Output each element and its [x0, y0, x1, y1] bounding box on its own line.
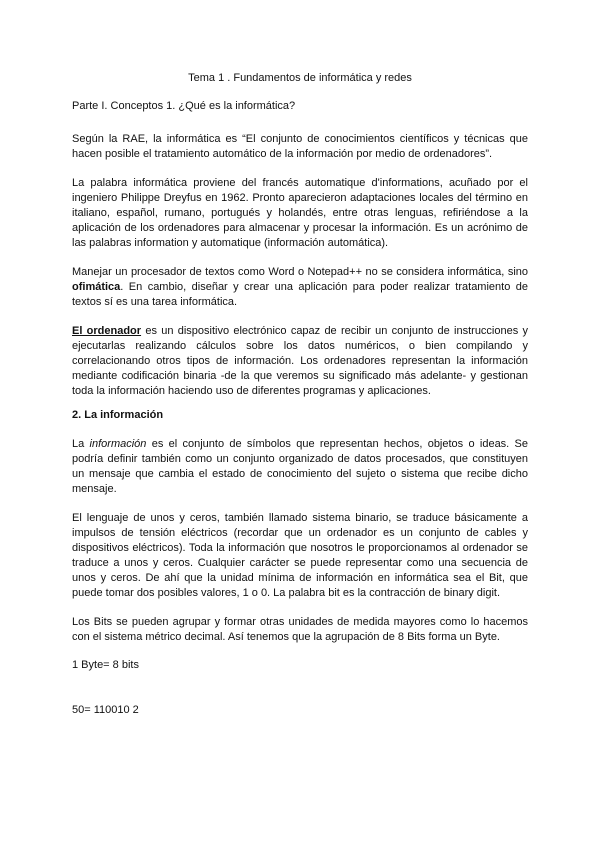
binary-example-text: 50= 110010 2	[72, 704, 139, 716]
part-heading	[72, 99, 528, 114]
byte-equivalence-text: 1 Byte= 8 bits	[72, 659, 139, 671]
ordenador-description: es un dispositivo electrónico capaz de recibir un conjunto de instrucciones y ejecutarlas realizando cálculos sobre los datos numéricos, o bien compilando y correlacionando otros tipos de información. Los ordenadores representan la información mediante codificación binaria -de la que veremos su significado más adelante- y gestionan toda la información haciendo uso de diferentes programas y aplicaciones.	[72, 325, 529, 397]
section-2-heading-text: 2. La información	[72, 409, 164, 421]
section-2-heading	[72, 408, 528, 423]
paragraph-rae-text: Según la RAE, la informática es “El conjunto de conocimientos científicos y técnicas que hacen posible el tratamiento automático de la información por medio de ordenadores”.	[72, 133, 528, 160]
paragraph-sistema-binario	[72, 511, 528, 601]
paragraph-rae-definition	[72, 132, 528, 162]
paragraph-bits-bytes	[72, 615, 528, 645]
paragraph-bits-text: Los Bits se pueden agrupar y formar otras unidades de medida mayores como lo hacemos con el sistema métrico decimal. Así tenemos que la agrupación de 8 Bits forma un Byte.	[72, 616, 528, 643]
ordenador-underlined-term: El ordenador	[72, 325, 142, 337]
paragraph-binario-text: El lenguaje de unos y ceros, también llamado sistema binario, se traduce básicamente a impulsos de tensión eléctricos (recordar que un ordenador es un conjunto de cables y dispositivos eléctricos). Toda la información que nosotros le proporcionamos al ordenador se traduce a unos y ceros. Cualquier carácter se puede representar como una secuencia de unos y ceros. De ahí que la unidad mínima de información en informática sea el Bit, que puede tomar dos posibles valores, 1 o 0. La palabra bit es la contracción de binary digit.	[72, 512, 528, 599]
informacion-text-part2: es el conjunto de símbolos que representan hechos, objetos o ideas. Se podría definir también como un conjunto organizado de datos procesados, que constituyen un mensaje que cambia el estado de conocimiento del sujeto o sistema que recibe dicho mensaje.	[72, 438, 528, 495]
paragraph-ofimatica	[72, 265, 528, 310]
ofimatica-bold-term: ofimática	[72, 281, 121, 293]
informacion-text-part1: La	[72, 438, 90, 450]
informacion-italic-term: información	[89, 438, 147, 450]
byte-equivalence-line	[72, 658, 528, 673]
paragraph-ordenador-text	[72, 324, 528, 399]
paragraph-informacion	[72, 437, 528, 497]
binary-example-line	[72, 703, 528, 718]
paragraph-word-origin	[72, 176, 528, 251]
paragraph-origin-text: La palabra informática proviene del francés automatique d'informations, acuñado por el ingeniero Philippe Dreyfus en 1962. Pronto aparecieron adaptaciones locales del término en italiano, español, rumano, portugués y holandés, entre otras lenguas, refiriéndose a la aplicación de los ordenadores para almacenar y procesar la información. Es un acrónimo de las palabras information y automatique (información automática).	[72, 177, 528, 249]
paragraph-ofimatica-text	[72, 265, 528, 310]
document-title: Tema 1 . Fundamentos de informática y redes	[188, 72, 412, 84]
ofimatica-text-part2: . En cambio, diseñar y crear una aplicación para poder realizar tratamiento de textos sí es una tarea informática.	[72, 281, 528, 308]
ofimatica-text-part1: Manejar un procesador de textos como Word o Notepad++ no se considera informática, sino	[72, 266, 528, 278]
paragraph-informacion-text	[72, 437, 528, 497]
paragraph-ordenador	[72, 324, 528, 399]
part-heading-text: Parte I. Conceptos 1. ¿Qué es la informática?	[72, 100, 296, 112]
